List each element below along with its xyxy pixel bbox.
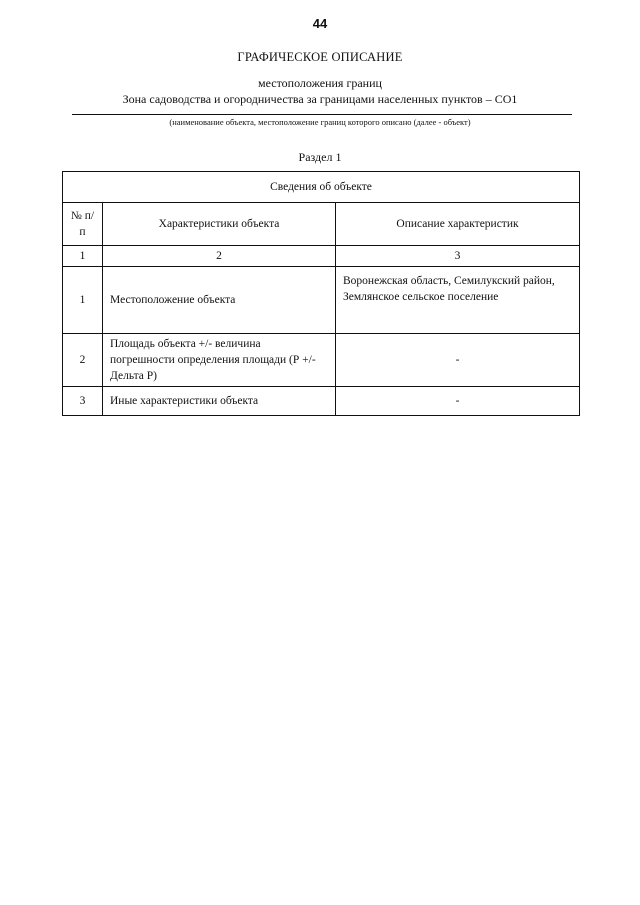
- column-number-3: 3: [336, 246, 580, 267]
- row-description: Воронежская область, Семилукский район, Землянское сельское поселение: [336, 267, 580, 334]
- row-characteristic: Площадь объекта +/- величина погрешности определения площади (Р +/- Дельта Р): [103, 334, 336, 387]
- document-title: ГРАФИЧЕСКОЕ ОПИСАНИЕ: [237, 50, 403, 64]
- row-description: -: [336, 334, 580, 387]
- object-caption: (наименование объекта, местоположение границ которого описано (далее - объект): [169, 117, 471, 127]
- column-numbering-row: [63, 246, 580, 267]
- object-info-table: [62, 171, 580, 416]
- document-subtitle-line-1: местоположения границ: [258, 76, 382, 90]
- row-characteristic: Иные характеристики объекта: [103, 387, 336, 416]
- table-caption-row: [63, 172, 580, 203]
- page-number: 44: [312, 16, 328, 31]
- row-characteristic: Местоположение объекта: [103, 267, 336, 334]
- header-description: Описание характеристик: [336, 203, 580, 246]
- table-caption: Сведения об объекте: [63, 172, 580, 203]
- table-header-row: [63, 203, 580, 246]
- header-num: № п/п: [63, 203, 103, 246]
- subtitle-underline: [72, 114, 572, 115]
- table-row: [63, 334, 580, 387]
- table-row: [63, 387, 580, 416]
- row-number: 1: [63, 267, 103, 334]
- row-number: 2: [63, 334, 103, 387]
- row-description: -: [336, 387, 580, 416]
- section-title: Раздел 1: [298, 150, 342, 164]
- column-number-2: 2: [103, 246, 336, 267]
- header-characteristics: Характеристики объекта: [103, 203, 336, 246]
- table-row: [63, 267, 580, 334]
- row-number: 3: [63, 387, 103, 416]
- document-subtitle-line-2: Зона садоводства и огородничества за границами населенных пунктов – СО1: [122, 92, 518, 106]
- column-number-1: 1: [63, 246, 103, 267]
